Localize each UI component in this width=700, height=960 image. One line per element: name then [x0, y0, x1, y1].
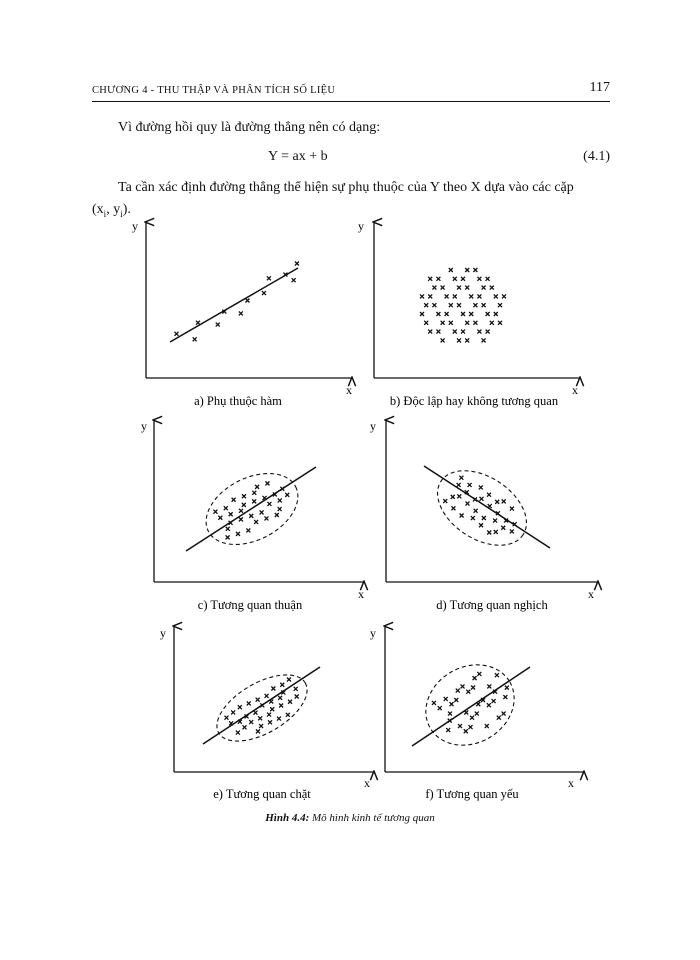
data-point: [441, 321, 445, 325]
data-point: [252, 491, 256, 495]
data-point: [254, 520, 258, 524]
data-point: [461, 312, 465, 316]
data-point: [446, 728, 450, 732]
data-point: [473, 676, 477, 680]
data-point: [510, 529, 514, 533]
data-point: [457, 494, 461, 498]
data-point: [449, 321, 453, 325]
data-point: [224, 506, 228, 510]
correlation-ellipse: [424, 455, 540, 560]
data-point: [278, 696, 282, 700]
data-point: [457, 338, 461, 342]
data-point: [449, 268, 453, 272]
data-point: [477, 294, 481, 298]
data-point: [277, 717, 281, 721]
x-axis-label: x: [568, 776, 574, 790]
data-point: [420, 294, 424, 298]
data-point: [453, 294, 457, 298]
data-point: [495, 673, 499, 677]
data-point: [503, 695, 507, 699]
data-point: [461, 684, 465, 688]
equation: Y = ax + b: [268, 149, 328, 164]
data-point: [175, 332, 179, 336]
data-point: [471, 516, 475, 520]
y-axis-label: y: [358, 219, 364, 233]
data-point: [271, 687, 275, 691]
data-point: [459, 476, 463, 480]
data-point: [229, 512, 233, 516]
paragraph-pairs-line2: ($x_i$, $y_i$).: [92, 202, 131, 219]
panel-a: [132, 219, 352, 408]
data-point: [239, 311, 243, 315]
data-point: [466, 690, 470, 694]
regression-line: [203, 667, 320, 744]
data-point: [473, 303, 477, 307]
panel-b: [358, 219, 580, 408]
data-point: [260, 510, 264, 514]
data-point: [465, 338, 469, 342]
data-point: [428, 277, 432, 281]
panel-label: f) Tương quan yếu: [425, 787, 519, 801]
data-point: [243, 725, 247, 729]
data-point: [482, 286, 486, 290]
data-point: [445, 294, 449, 298]
y-axis-label: y: [141, 419, 147, 433]
data-point: [457, 303, 461, 307]
data-point: [497, 716, 501, 720]
data-point: [428, 294, 432, 298]
data-point: [465, 502, 469, 506]
data-point: [449, 702, 453, 706]
data-point: [216, 323, 220, 327]
data-point: [445, 312, 449, 316]
data-point: [264, 516, 268, 520]
paragraph-intro: Vì đường hồi quy là đường thẳng nên có dạng:: [118, 120, 381, 135]
data-point: [510, 507, 514, 511]
data-point: [490, 321, 494, 325]
y-axis-label: y: [370, 419, 376, 433]
data-point: [196, 321, 200, 325]
data-point: [457, 286, 461, 290]
data-point: [475, 712, 479, 716]
data-point: [249, 720, 253, 724]
data-point: [255, 485, 259, 489]
y-axis-label: y: [160, 626, 166, 640]
data-point: [505, 686, 509, 690]
data-point: [464, 729, 468, 733]
data-point: [424, 321, 428, 325]
data-point: [457, 483, 461, 487]
data-point: [259, 724, 263, 728]
x-axis-label: x: [364, 776, 370, 790]
data-point: [193, 337, 197, 341]
data-point: [502, 712, 506, 716]
panel-f: [370, 626, 584, 801]
data-point: [288, 700, 292, 704]
data-point: [492, 699, 496, 703]
equation-number: (4.1): [583, 149, 610, 164]
figure-caption-text: Mô hình kinh tế tương quan: [311, 812, 435, 824]
regression-line: [412, 667, 530, 746]
data-point: [465, 268, 469, 272]
data-point: [428, 330, 432, 334]
data-point: [477, 672, 481, 676]
y-axis-label: y: [132, 219, 138, 233]
data-point: [432, 303, 436, 307]
data-point: [247, 701, 251, 705]
x-axis-label: x: [572, 383, 578, 397]
data-point: [224, 716, 228, 720]
data-point: [468, 483, 472, 487]
data-point: [482, 303, 486, 307]
figure-caption: [150, 812, 550, 824]
data-point: [265, 481, 269, 485]
chapter-header: CHƯƠNG 4 - THU THẬP VÀ PHÂN TÍCH SỐ LIỆU: [92, 85, 336, 96]
panel-label: b) Độc lập hay không tương quan: [389, 394, 559, 408]
data-point: [256, 729, 260, 733]
data-point: [498, 303, 502, 307]
data-point: [449, 303, 453, 307]
data-point: [242, 494, 246, 498]
paragraph-pairs-line1: Ta cần xác định đường thẳng thể hiện sự phụ thuộc của Y theo X dựa vào các cặp: [118, 180, 574, 195]
data-point: [487, 703, 491, 707]
data-point: [231, 710, 235, 714]
data-point: [473, 268, 477, 272]
data-point: [213, 510, 217, 514]
panel-e: [160, 626, 374, 801]
data-point: [252, 499, 256, 503]
data-point: [470, 716, 474, 720]
data-point: [487, 493, 491, 497]
data-point: [477, 330, 481, 334]
regression-line: [186, 467, 316, 551]
data-point: [432, 286, 436, 290]
data-point: [424, 303, 428, 307]
data-point: [469, 294, 473, 298]
data-point: [292, 278, 296, 282]
data-point: [454, 698, 458, 702]
data-point: [494, 530, 498, 534]
data-point: [256, 698, 260, 702]
data-point: [218, 516, 222, 520]
data-point: [458, 724, 462, 728]
x-axis-label: x: [588, 587, 594, 601]
data-point: [270, 707, 274, 711]
panel-label: a) Phụ thuộc hàm: [194, 394, 282, 408]
data-point: [502, 499, 506, 503]
data-point: [249, 514, 253, 518]
regression-line: [170, 268, 298, 342]
data-point: [258, 716, 262, 720]
panel-d: [370, 419, 598, 612]
panel-c: [141, 419, 364, 612]
data-point: [487, 684, 491, 688]
correlation-ellipse: [206, 661, 318, 754]
data-point: [461, 330, 465, 334]
data-point: [487, 530, 491, 534]
data-point: [232, 498, 236, 502]
figure-caption-label: Hình 4.4:: [265, 812, 310, 824]
data-point: [465, 321, 469, 325]
data-point: [479, 523, 483, 527]
data-point: [286, 713, 290, 717]
data-point: [280, 683, 284, 687]
data-point: [453, 277, 457, 281]
data-point: [238, 705, 242, 709]
regression-line: [424, 466, 550, 548]
data-point: [278, 498, 282, 502]
data-point: [278, 507, 282, 511]
data-point: [287, 678, 291, 682]
data-point: [441, 286, 445, 290]
data-point: [501, 526, 505, 530]
panel-label: c) Tương quan thuận: [197, 598, 303, 612]
data-point: [246, 528, 250, 532]
data-point: [226, 535, 230, 539]
data-point: [485, 724, 489, 728]
data-point: [494, 294, 498, 298]
data-point: [477, 277, 481, 281]
data-point: [486, 277, 490, 281]
data-point: [480, 497, 484, 501]
data-point: [236, 731, 240, 735]
data-point: [226, 527, 230, 531]
data-point: [495, 500, 499, 504]
data-point: [479, 485, 483, 489]
data-point: [451, 495, 455, 499]
data-point: [482, 338, 486, 342]
page-number: 117: [589, 80, 610, 95]
data-point: [438, 706, 442, 710]
data-point: [460, 514, 464, 518]
data-point: [456, 689, 460, 693]
data-point: [441, 338, 445, 342]
data-point: [453, 330, 457, 334]
data-point: [436, 312, 440, 316]
data-point: [265, 694, 269, 698]
data-point: [473, 321, 477, 325]
data-point: [474, 509, 478, 513]
data-point: [490, 286, 494, 290]
data-point: [267, 713, 271, 717]
data-point: [502, 294, 506, 298]
data-point: [486, 312, 490, 316]
panel-label: e) Tương quan chặt: [213, 787, 311, 801]
data-point: [436, 277, 440, 281]
data-point: [443, 499, 447, 503]
y-axis-label: y: [370, 626, 376, 640]
data-point: [444, 697, 448, 701]
correlation-ellipse: [411, 649, 529, 761]
data-point: [469, 312, 473, 316]
data-point: [294, 687, 298, 691]
data-point: [275, 513, 279, 517]
data-point: [420, 312, 424, 316]
data-point: [245, 299, 249, 303]
data-point: [436, 330, 440, 334]
data-point: [471, 686, 475, 690]
data-point: [486, 330, 490, 334]
data-point: [236, 532, 240, 536]
x-axis-label: x: [358, 587, 364, 601]
panel-label: d) Tương quan nghịch: [436, 598, 548, 612]
data-point: [295, 262, 299, 266]
data-point: [469, 725, 473, 729]
data-point: [242, 503, 246, 507]
data-point: [493, 519, 497, 523]
data-point: [432, 701, 436, 705]
data-point: [448, 712, 452, 716]
data-point: [451, 506, 455, 510]
x-axis-label: x: [346, 383, 352, 397]
data-point: [461, 277, 465, 281]
data-point: [239, 517, 243, 521]
data-point: [494, 312, 498, 316]
data-point: [285, 493, 289, 497]
data-point: [295, 695, 299, 699]
data-point: [482, 516, 486, 520]
data-point: [253, 711, 257, 715]
data-point: [268, 720, 272, 724]
data-point: [262, 291, 266, 295]
data-point: [239, 509, 243, 513]
data-point: [267, 502, 271, 506]
data-point: [465, 286, 469, 290]
data-point: [267, 276, 271, 280]
data-point: [498, 321, 502, 325]
data-point: [279, 704, 283, 708]
